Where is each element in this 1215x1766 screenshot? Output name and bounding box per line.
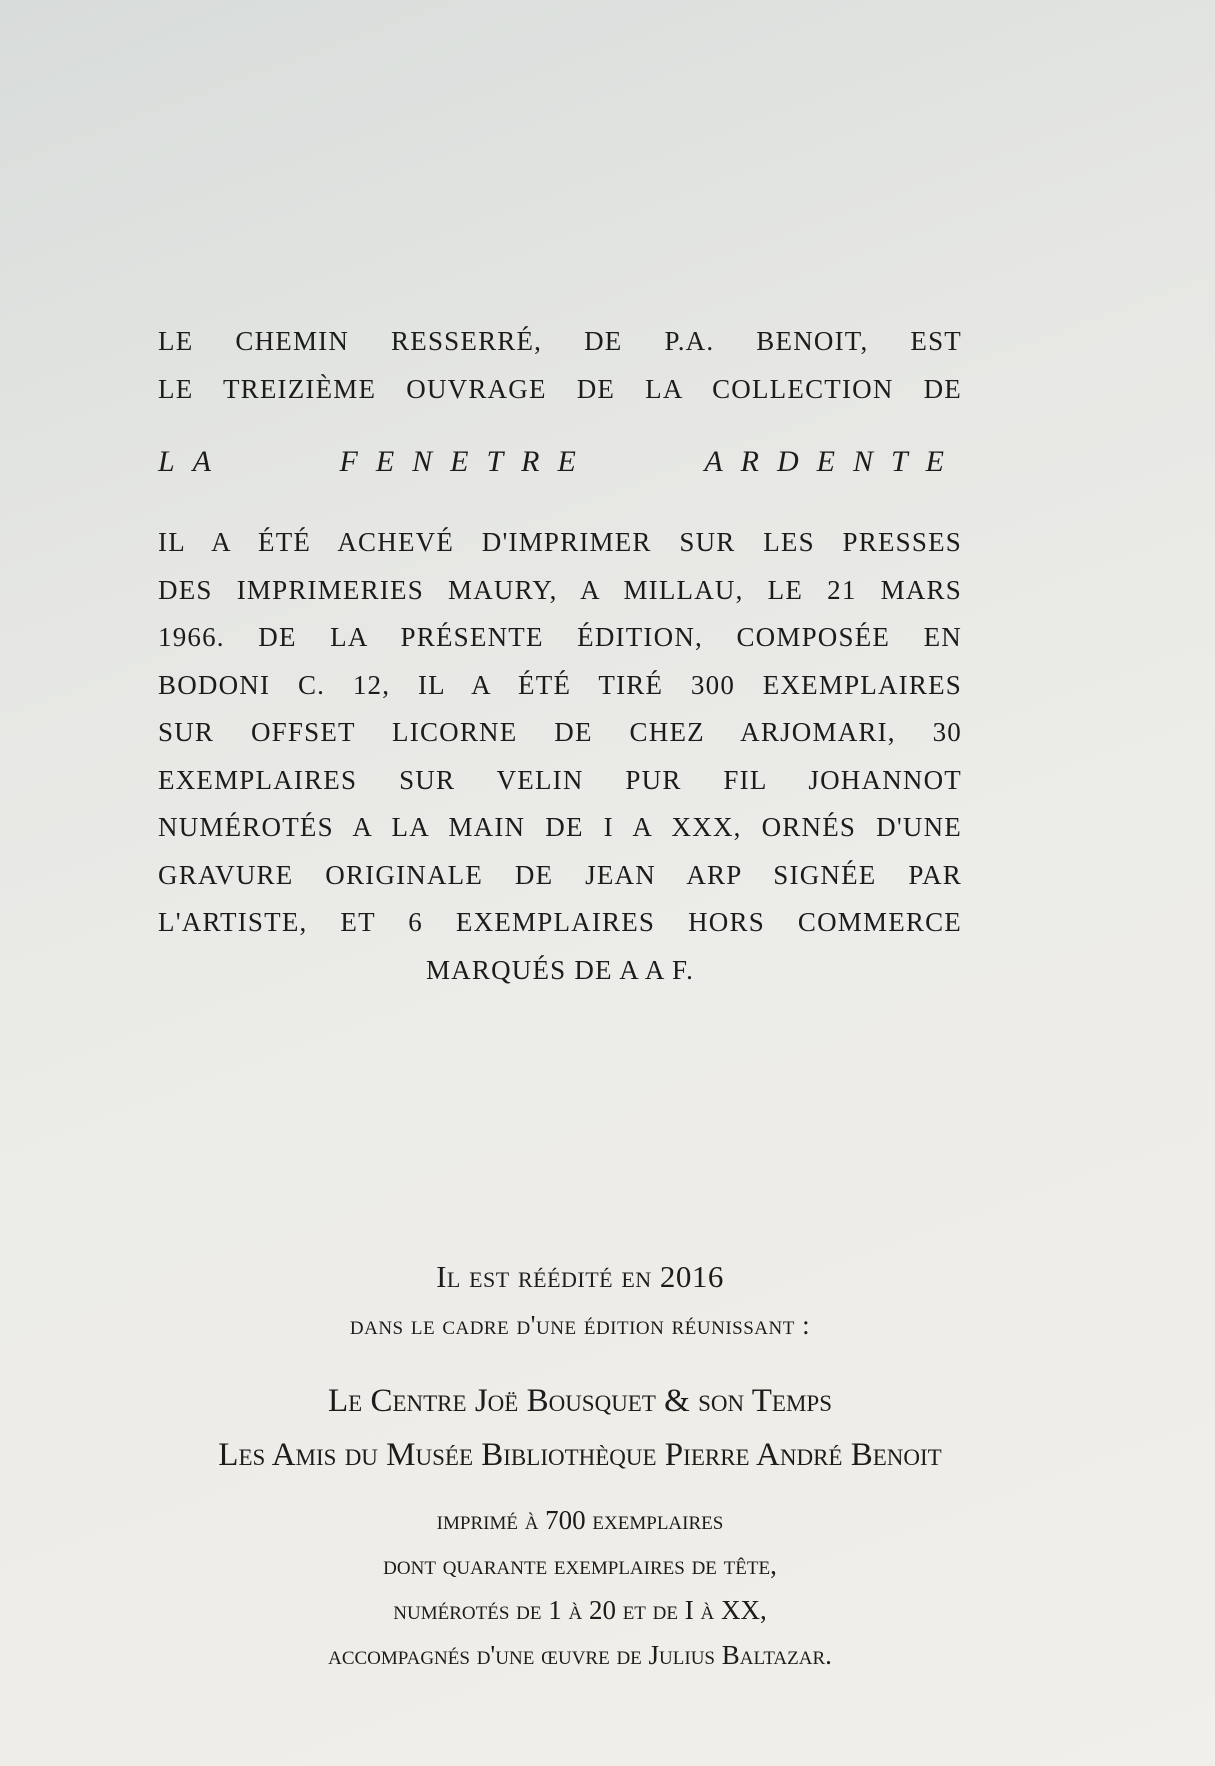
print-run-line: numérotés de 1 à 20 et de I à XX, [393, 1595, 767, 1625]
printing-line: 1966. DE LA PRÉSENTE ÉDITION, COMPOSÉE EN [158, 622, 962, 652]
printing-line: BODONI C. 12, IL A ÉTÉ TIRÉ 300 EXEMPLAIRES [158, 669, 962, 700]
print-run-line: dont quarante exemplaires de tête, [383, 1550, 777, 1580]
printing-paragraph [158, 519, 962, 994]
partner-name: Les Amis du Musée Bibliothèque Pierre André Benoit [218, 1437, 942, 1473]
reedition-line: dans le cadre d'une édition réunissant : [349, 1310, 811, 1340]
printing-line: GRAVURE ORIGINALE DE JEAN ARP SIGNÉE PAR [158, 859, 962, 890]
printing-line: SUR OFFSET LICORNE DE CHEZ ARJOMARI, 30 [158, 717, 962, 747]
print-run-notice [140, 1498, 1020, 1678]
partners-list [140, 1374, 1020, 1482]
intro-paragraph [158, 318, 962, 413]
intro-line: LE TREIZIÈME OUVRAGE DE LA COLLECTION DE [158, 373, 962, 404]
partner-name: Le Centre Joë Bousquet & son Temps [328, 1383, 832, 1419]
intro-line: LE CHEMIN RESSERRÉ, DE P.A. BENOIT, EST [158, 326, 962, 356]
collection-title: LA FENETRE ARDENTE [158, 445, 962, 478]
printing-line: NUMÉROTÉS A LA MAIN DE I A XXX, ORNÉS D'UNE [158, 812, 962, 842]
reedition-notice [140, 1253, 1020, 1349]
print-run-line: imprimé à 700 exemplaires [436, 1505, 724, 1535]
printing-line: DES IMPRIMERIES MAURY, A MILLAU, LE 21 MARS [158, 574, 962, 605]
reedition-line: Il est réédité en 2016 [436, 1259, 724, 1294]
printing-line: EXEMPLAIRES SUR VELIN PUR FIL JOHANNOT [158, 764, 962, 795]
printing-line: L'ARTISTE, ET 6 EXEMPLAIRES HORS COMMERCE [158, 907, 962, 937]
colophon-block [158, 318, 962, 994]
printing-line: IL A ÉTÉ ACHEVÉ D'IMPRIMER SUR LES PRESSES [158, 527, 962, 557]
printing-line-last: MARQUÉS DE A A F. [425, 954, 695, 985]
print-run-line: accompagnés d'une œuvre de Julius Baltazar. [328, 1640, 832, 1670]
